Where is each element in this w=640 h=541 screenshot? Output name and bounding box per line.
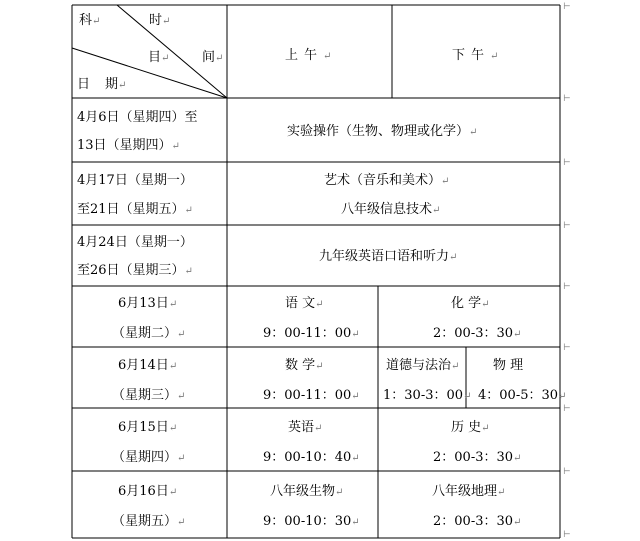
header-jian: 间↵ [202,50,224,65]
header-time: 时↵ [149,13,171,28]
header-date-qi: 期↵ [105,77,127,92]
row2-content-line1: 艺术（音乐和美术）↵ [324,173,450,188]
row5-pm-a-subject: 道德与法治↵ [386,358,460,373]
row7-pm-subject: 八年级地理↵ [432,484,506,499]
row3-date-line2: 至26日（星期三）↵ [77,263,193,278]
row1-content: 实验操作（生物、物理或化学）↵ [287,124,478,139]
header-date-ri: 日 [77,77,91,92]
row7-date-line2: （星期五）↵ [112,514,186,529]
row6-date-line1: 6月15日↵ [118,420,178,435]
row6-pm-time: 2：00-3：30↵ [433,450,522,465]
row-end-mark: ⊢ [563,467,571,477]
row5-am-time: 9：00-11：00↵ [263,388,360,403]
row-end-mark: ⊢ [563,343,571,353]
row6-pm-subject: 历 史↵ [451,420,490,435]
row6-am-subject: 英语↵ [288,420,323,435]
row1-date-line2: 13日（星期四）↵ [77,138,180,153]
row2-date-line2: 至21日（星期五）↵ [77,202,193,217]
row5-pm-a-time: 1：30-3：00↵ [383,388,472,403]
row-end-mark: ⊢ [563,2,571,12]
row4-am-subject: 语 文↵ [285,296,324,311]
row2-date-line1: 4月17日（星期一） [77,173,193,188]
row6-date-line2: （星期四）↵ [112,450,186,465]
row1-date-line1: 4月6日（星期四）至 [77,110,198,125]
header-subject: 科↵ [79,13,101,28]
row5-pm-b-subject: 物 理 [493,358,524,373]
row5-date-line2: （星期三）↵ [112,388,186,403]
header-afternoon: 下午↵ [452,48,499,63]
row4-date-line1: 6月13日↵ [118,296,178,311]
row7-pm-time: 2：00-3：30↵ [433,514,522,529]
row-end-mark: ⊢ [563,221,571,231]
row-end-mark: ⊢ [563,94,571,104]
row5-pm-b-time: 4：00-5：30↵ [478,388,567,403]
row7-am-time: 9：00-10：30↵ [263,514,360,529]
row-end-mark: ⊢ [563,158,571,168]
row6-am-time: 9：00-10：40↵ [263,450,360,465]
row-end-mark: ⊢ [563,404,571,414]
row4-pm-time: 2：00-3：30↵ [433,326,522,341]
row7-am-subject: 八年级生物↵ [270,484,344,499]
row4-pm-subject: 化 学↵ [451,296,490,311]
header-morning: 上午↵ [285,48,332,63]
row5-date-line1: 6月14日↵ [118,358,178,373]
row3-date-line1: 4月24日（星期一） [77,235,193,250]
header-mu: 目↵ [148,50,170,65]
row-end-mark: ⊢ [563,282,571,292]
row4-date-line2: （星期二）↵ [112,326,186,341]
row5-am-subject: 数 学↵ [285,358,324,373]
row-end-mark: ⊢ [563,530,571,540]
row7-date-line1: 6月16日↵ [118,484,178,499]
row3-content: 九年级英语口语和听力↵ [319,249,458,264]
row4-am-time: 9：00-11：00↵ [263,326,360,341]
row2-content-line2: 八年级信息技术↵ [341,202,441,217]
